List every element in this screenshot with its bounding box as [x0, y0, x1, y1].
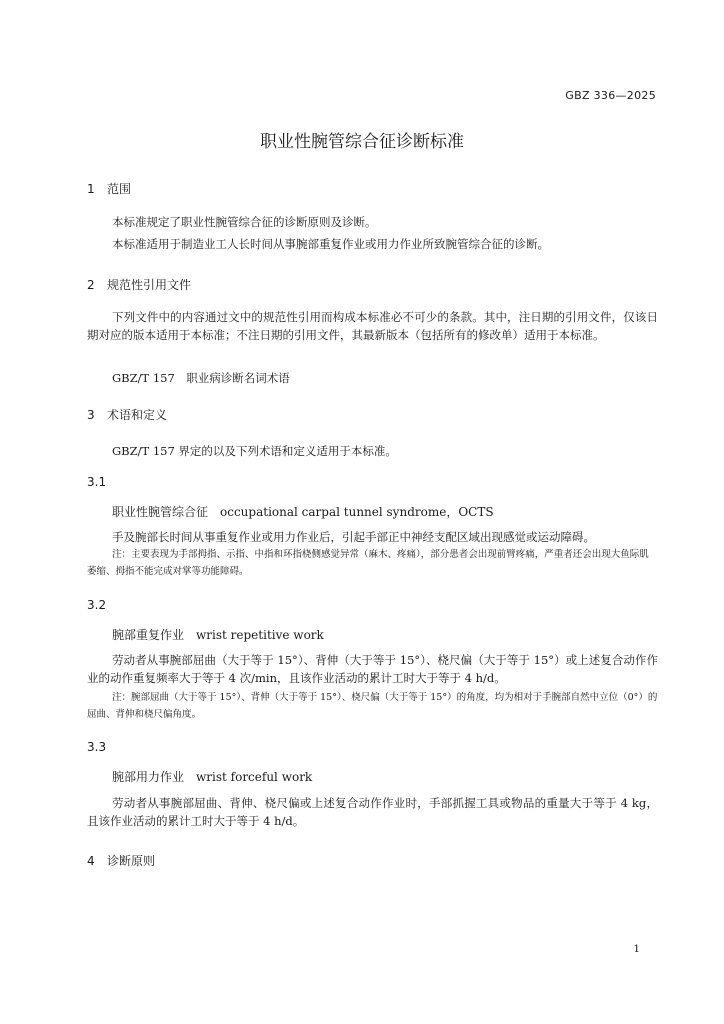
section-number: 4: [87, 854, 95, 868]
terms-intro-paragraph: GBZ/T 157 界定的以及下列术语和定义适用于本标准。: [112, 444, 397, 458]
page-number: 1: [633, 943, 640, 955]
document-title: 职业性腕管综合征诊断标准: [260, 132, 464, 152]
section-title: 范围: [107, 182, 132, 196]
section-title: 规范性引用文件: [107, 278, 192, 292]
section-heading-4: [87, 852, 155, 869]
section-heading-3: [87, 406, 167, 423]
term-chinese: 腕部用力作业: [112, 770, 185, 784]
normative-reference-item: GBZ/T 157 职业病诊断名词术语: [112, 371, 290, 385]
section-heading-1: [87, 180, 131, 197]
normative-references-paragraph: 下列文件中的内容通过文中的规范性引用而构成本标准必不可少的条款。其中，注日期的引用文件，仅该日期对应的版本适用于本标准；不注日期的引用文件，其最新版本（包括所有的修改单）适用于本标准。: [87, 310, 658, 342]
term-3-3: [112, 768, 312, 785]
subsection-number-3-1: 3.1: [87, 475, 107, 489]
term-note-3-2: 注：腕部屈曲（大于等于 15°）、背伸（大于等于 15°）、桡尺偏（大于等于 15°）的角度，均为相对于手腕部自然中立位（0°）的屈曲、背伸和桡尺偏角度。: [87, 692, 658, 720]
section-title: 术语和定义: [107, 408, 168, 422]
term-definition-3-2: 劳动者从事腕部屈曲（大于等于 15°）、背伸（大于等于 15°）、桡尺偏（大于等于 15°）或上述复合动作作业的动作重复频率大于等于 4 次/min，且该作业活动的累计工时大于等于 4 h/d。: [87, 653, 658, 685]
term-chinese: 腕部重复作业: [112, 628, 185, 642]
scope-paragraph-2: 本标准适用于制造业工人长时间从事腕部重复作业或用力作业所致腕管综合征的诊断。: [112, 237, 549, 251]
term-chinese: 职业性腕管综合征: [112, 505, 209, 519]
term-3-2: [112, 626, 324, 643]
document-code: GBZ 336—2025: [565, 89, 656, 102]
term-definition-3-3: 劳动者从事腕部屈曲、背伸、桡尺偏或上述复合动作作业时，手部抓握工具或物品的重量大于等于 4 kg，且该作业活动的累计工时大于等于 4 h/d。: [87, 796, 658, 828]
term-definition-3-1: 手及腕部长时间从事重复作业或用力作业后，引起手部正中神经支配区域出现感觉或运动障碍。: [112, 530, 595, 544]
term-english: wrist repetitive work: [196, 628, 324, 642]
subsection-number-3-3: 3.3: [87, 740, 107, 754]
scope-paragraph-1: 本标准规定了职业性腕管综合征的诊断原则及诊断。: [112, 215, 377, 229]
term-3-1: [112, 503, 494, 520]
section-number: 1: [87, 182, 95, 196]
term-note-3-1: 注：主要表现为手部拇指、示指、中指和环指桡侧感觉异常（麻木、疼痛），部分患者会出现前臂疼痛，严重者还会出现大鱼际肌萎缩、拇指不能完成对掌等功能障碍。: [87, 549, 649, 577]
section-heading-2: [87, 276, 191, 293]
section-number: 3: [87, 408, 95, 422]
section-number: 2: [87, 278, 95, 292]
section-title: 诊断原则: [107, 854, 156, 868]
subsection-number-3-2: 3.2: [87, 598, 107, 612]
term-english: occupational carpal tunnel syndrome，OCTS: [220, 505, 494, 519]
term-english: wrist forceful work: [196, 770, 313, 784]
